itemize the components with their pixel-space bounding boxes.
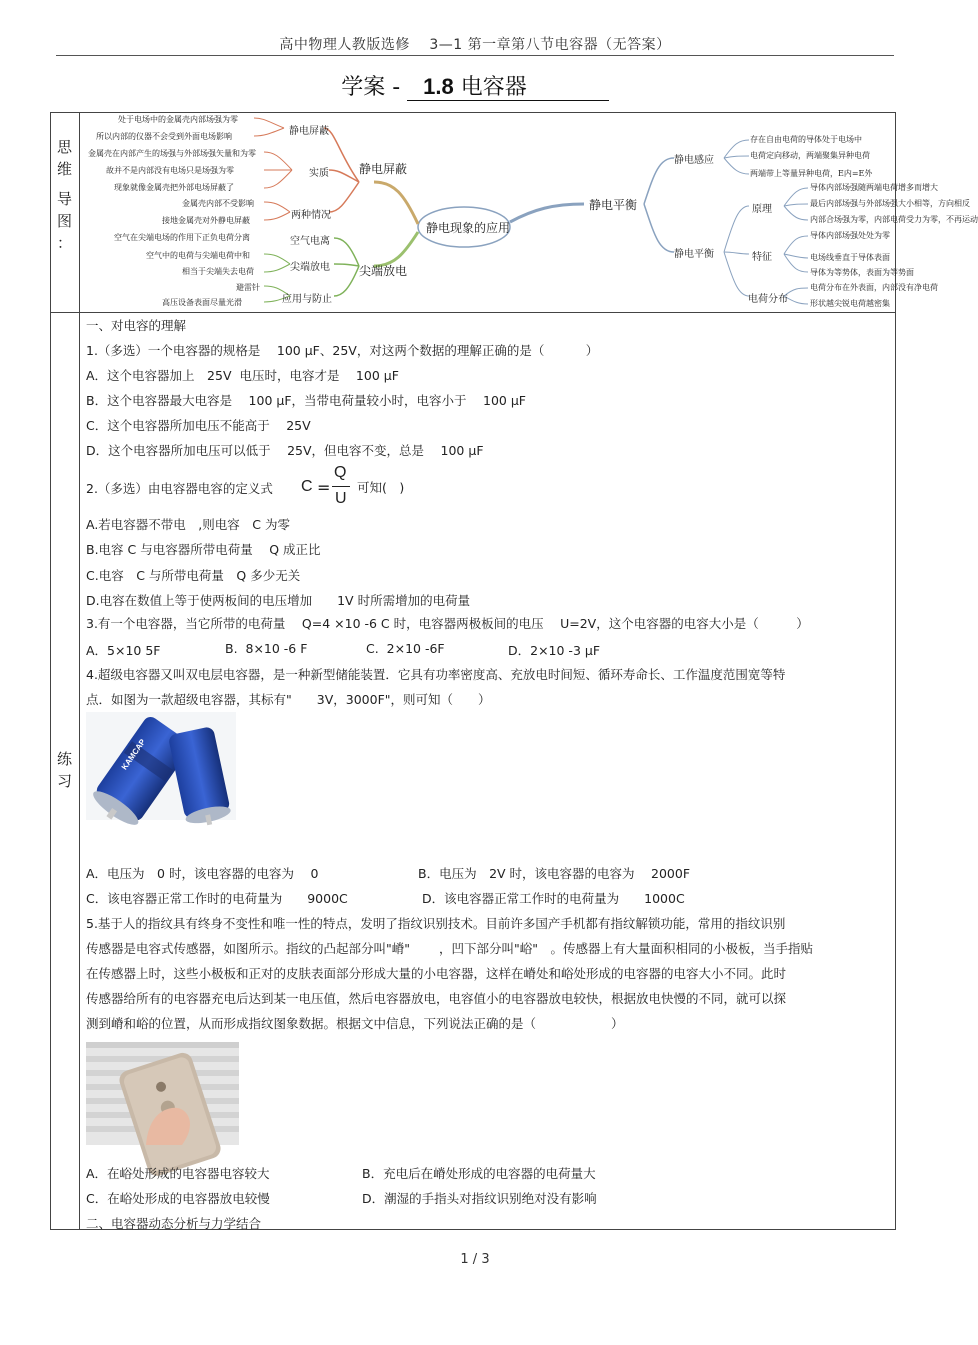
- section-heading: 一、对电容的理解: [86, 318, 187, 333]
- mm-shield-sub: 静电屏蔽: [289, 126, 329, 137]
- side-char: 图: [56, 212, 72, 230]
- fingerprint-phone-drawing: [86, 1042, 239, 1145]
- side-char: 习: [56, 772, 72, 790]
- q5-option: D．潮湿的手指头对指纹识别绝对没有影响: [362, 1191, 597, 1206]
- question-5: 5.基于人的指纹具有终身不变性和唯一性的特点，发明了指纹识别技术。目前许多国产手机都有指纹解锁功能，常用的指纹识别: [86, 916, 786, 931]
- capacitor-label: KAMCAP: [119, 737, 148, 772]
- title-underline: [407, 75, 609, 101]
- question-2: 2.（多选）由电容器电容的定义式: [86, 481, 273, 496]
- page-title: [0, 70, 950, 101]
- mm-sub: 特征: [752, 252, 772, 263]
- mm-sub: 电荷分布: [748, 294, 788, 305]
- fingerprint-phone-image: [86, 1042, 239, 1145]
- q1-option: A．这个电容器加上 25V 电压时，电容才是 100 μF: [86, 368, 399, 383]
- side-label-mindmap: [50, 136, 79, 254]
- mm-leaf: 相当于尖端失去电荷: [182, 267, 254, 276]
- mm-leaf: 导体为等势体，表面为等势面: [810, 268, 914, 277]
- mm-leaf: 导体内部场强随两端电荷增多而增大: [810, 183, 938, 192]
- question-4: 点．如图为一款超级电容器，其标有" 3V，3000F"，则可知（ ）: [86, 692, 491, 707]
- mm-leaf: 所以内部的仪器不会受到外面电场影响: [96, 132, 232, 141]
- mm-leaf: 电场线垂直于导体表面: [810, 253, 890, 262]
- mm-leaf: 金属壳内部不受影响: [182, 199, 254, 208]
- mm-tip-sub: 空气电离: [290, 236, 330, 247]
- mm-leaf: 最后内部场强与外部场强大小相等，方向相反: [810, 199, 970, 208]
- q3-option: D．2×10 -3 μF: [508, 643, 601, 658]
- mm-leaf: 空气在尖端电场的作用下正负电荷分离: [114, 233, 250, 242]
- mm-leaf: 处于电场中的金属壳内部场强为零: [118, 115, 238, 124]
- row-divider: [51, 312, 895, 313]
- mm-balance2: 静电平衡: [674, 249, 714, 260]
- mm-leaf: 电荷定向移动，两端聚集异种电荷: [750, 151, 870, 160]
- question-3: 3.有一个电容器，当它所带的电荷量 Q=4 ×10 -6 C 时，电容器两极板间的电压 U=2V，这个电容器的电容大小是（ ）: [86, 616, 809, 631]
- side-char: 维: [56, 160, 72, 178]
- q3-option: B. 8×10 -6 F: [225, 641, 308, 656]
- q5-option: C．在峪处形成的电容器放电较慢: [86, 1191, 270, 1206]
- mm-leaf: 导体内部场强处处为零: [810, 231, 890, 240]
- mm-tip-sub: 尖端放电: [290, 262, 330, 273]
- mm-leaf: 电荷分布在外表面，内部没有净电荷: [810, 283, 938, 292]
- q5-option: B．充电后在嵴处形成的电容器的电荷量大: [362, 1166, 596, 1181]
- question-5: 传感器给所有的电容器充电后达到某一电压值，然后电容器放电，电容值小的电容器放电较快，根据放电快慢的不同，就可以探: [86, 991, 787, 1006]
- q4-option: C．该电容器正常工作时的电荷量为 9000C: [86, 891, 348, 906]
- q2-option: B.电容 C 与电容器所带电荷量 Q 成正比: [86, 542, 321, 557]
- q1-option: B．这个电容器最大电容是 100 μF，当带电荷量较小时，电容小于 100 μF: [86, 393, 526, 408]
- title-prefix: 学案 -: [341, 75, 401, 100]
- supercapacitor-image: [86, 712, 236, 820]
- formula-eq: =: [317, 478, 331, 497]
- page-number: 1 / 3: [460, 1252, 490, 1267]
- mm-balance: 静电平衡: [589, 198, 638, 212]
- mm-leaf: 内部合场强为零，内部电荷受力为零，不再运动: [810, 215, 978, 224]
- question-1: 1.（多选）一个电容器的规格是 100 μF、25V，对这两个数据的理解正确的是（ ）: [86, 343, 599, 358]
- q1-option: D．这个电容器所加电压可以低于 25V，但电容不变，总是 100 μF: [86, 443, 484, 458]
- mm-leaf: 故并不是内部没有电场只是场强为零: [106, 166, 234, 175]
- q2-option: D.电容在数值上等于使两板间的电压增加 1V 时所需增加的电荷量: [86, 593, 471, 608]
- q4-option: A．电压为 0 时，该电容器的电容为 0: [86, 866, 319, 881]
- question-5: 在传感器上时，这些小极板和正对的皮肤表面部分形成大量的小电容器，这样在嵴处和峪处形成的电容器的电容大小不同。此时: [86, 966, 787, 981]
- formula-numerator: Q: [334, 464, 347, 481]
- section-heading: 二、电容器动态分析与力学结合: [86, 1216, 262, 1231]
- mm-tip: 尖端放电: [359, 264, 408, 278]
- side-char: 练: [56, 750, 72, 768]
- mm-leaf: 空气中的电荷与尖端电荷中和: [146, 251, 250, 260]
- mm-shield-sub: 实质: [309, 168, 329, 179]
- mm-leaf: 存在自由电荷的导体处于电场中: [750, 135, 862, 144]
- mm-shield: 静电屏蔽: [359, 162, 408, 176]
- q2-option: C.电容 C 与所带电荷量 Q 多少无关: [86, 568, 301, 583]
- side-char: 思: [56, 138, 72, 156]
- question-4: 4.超级电容器又叫双电层电容器，是一种新型储能装置．它具有功率密度高、充放电时间短、循环寿命长、工作温度范围宽等特: [86, 667, 786, 682]
- mind-map: [84, 114, 978, 310]
- title-number: 1.8: [423, 74, 454, 99]
- side-char: 导: [56, 190, 72, 208]
- mm-leaf: 避雷针: [236, 283, 260, 292]
- mm-leaf: 接地金属壳对外静电屏蔽: [162, 216, 250, 225]
- mm-leaf: 形状越尖锐电荷越密集: [810, 299, 890, 308]
- header-rule: [56, 55, 894, 56]
- mm-induction: 静电感应: [674, 155, 714, 166]
- mm-leaf: 高压设备表面尽量光滑: [162, 298, 242, 307]
- capacitance-formula: [301, 464, 405, 512]
- running-header: 高中物理人教版选修 3—1 第一章第八节电容器（无答案）: [279, 37, 671, 53]
- side-label-practice: [50, 748, 79, 792]
- q3-option: C. 2×10 -6F: [366, 641, 445, 656]
- mm-leaf: 两端带上等量异种电荷，E内=E外: [750, 169, 873, 178]
- q5-option: A．在峪处形成的电容器电容较大: [86, 1166, 270, 1181]
- fraction-bar: [332, 486, 350, 487]
- mm-sub: 原理: [752, 204, 772, 215]
- formula-c: C: [301, 478, 313, 495]
- mm-center: 静电现象的应用: [426, 221, 511, 235]
- q4-option: D．该电容器正常工作时的电荷量为 1000C: [422, 891, 685, 906]
- question-5: 测到嵴和峪的位置，从而形成指纹图象数据。根据文中信息，下列说法正确的是（ ）: [86, 1016, 624, 1031]
- formula-tail: 可知( ): [357, 480, 405, 495]
- title-name: 电容器: [453, 75, 527, 100]
- q3-option: A．5×10 5F: [86, 643, 161, 658]
- column-divider: [79, 113, 80, 1229]
- mm-shield-sub: 两种情况: [291, 210, 331, 221]
- mm-leaf: 现象就像金属壳把外部电场屏蔽了: [114, 183, 234, 192]
- mm-tip-sub: 应用与防止: [282, 294, 332, 305]
- supercapacitor-drawing: [86, 712, 236, 820]
- q2-option: A.若电容器不带电 ,则电容 C 为零: [86, 517, 290, 532]
- q4-option: B．电压为 2V 时，该电容器的电容为 2000F: [418, 866, 691, 881]
- question-5: 传感器是电容式传感器，如图所示。指纹的凸起部分叫"嵴" ，凹下部分叫"峪" 。传感器上有大量面积相同的小极板，当手指贴: [86, 941, 813, 956]
- mm-leaf: 金属壳在内部产生的场强与外部场强矢量和为零: [88, 149, 256, 158]
- side-char: ：: [56, 234, 72, 252]
- q1-option: C．这个电容器所加电压不能高于 25V: [86, 418, 311, 433]
- formula-denominator: U: [335, 490, 347, 507]
